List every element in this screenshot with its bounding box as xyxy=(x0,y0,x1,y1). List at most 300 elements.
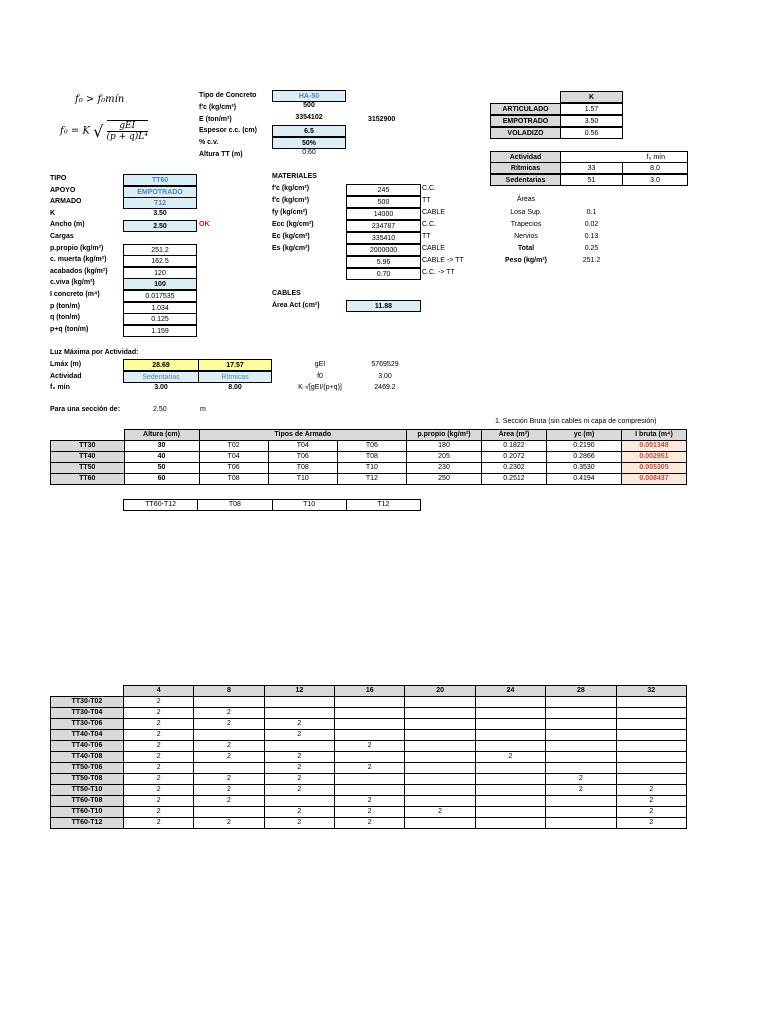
section-table xyxy=(50,429,687,485)
table-cell: T04 xyxy=(199,452,268,463)
concrete-label: Altura TT (m) xyxy=(199,151,243,158)
table-cell: 2 xyxy=(335,818,405,829)
row-label: TT50-T08 xyxy=(51,774,124,785)
param-value: 0.017535 xyxy=(123,290,197,302)
k-value: 0.56 xyxy=(560,127,623,139)
table-cell: 2 xyxy=(123,785,193,796)
table-cell: 180 xyxy=(407,441,482,452)
table-header-row xyxy=(51,430,687,441)
table-cell: 0.001348 xyxy=(622,441,687,452)
header-cell: Altura (cm) xyxy=(124,430,199,441)
table-cell xyxy=(475,807,545,818)
material-unit: C.C. xyxy=(422,185,436,192)
table-cell: T02 xyxy=(199,441,268,452)
table-cell xyxy=(546,708,616,719)
table-cell: T12 xyxy=(337,474,406,485)
area-label: Trapecios xyxy=(510,221,542,228)
table-row xyxy=(51,807,687,818)
table-cell: 2 xyxy=(335,741,405,752)
activity-value: 51 xyxy=(560,174,623,186)
param-value: 162.5 xyxy=(123,255,197,267)
table-cell xyxy=(475,785,545,796)
header-cell xyxy=(51,686,124,697)
luz-right-value: 2469.2 xyxy=(374,384,396,391)
activity-label: Rítmicas xyxy=(490,162,561,174)
table-cell xyxy=(405,774,475,785)
table-cell: 2 xyxy=(123,818,193,829)
concrete-value: 50% xyxy=(272,137,346,149)
table-header-row xyxy=(51,686,687,697)
table-cell: 2 xyxy=(264,763,334,774)
table-cell: 0.2866 xyxy=(547,452,622,463)
selected-row-table xyxy=(123,499,421,511)
table-cell xyxy=(405,697,475,708)
table-row xyxy=(51,474,687,485)
param-value: 1.159 xyxy=(123,325,197,337)
formula-lhs: f₀ = K xyxy=(60,125,90,137)
concrete-value: 3354102 xyxy=(295,114,323,121)
table-cell: T12 xyxy=(346,500,420,511)
table-cell xyxy=(475,763,545,774)
table-row xyxy=(51,463,687,474)
lmax-label: Lmáx (m) xyxy=(50,361,82,368)
table-cell: 0.4194 xyxy=(547,474,622,485)
param-label: q (ton/m) xyxy=(50,314,80,322)
table-cell xyxy=(405,752,475,763)
table-cell xyxy=(546,741,616,752)
table-cell xyxy=(335,785,405,796)
material-unit: CABLE xyxy=(422,209,445,216)
table-cell: 2 xyxy=(123,741,193,752)
table-cell xyxy=(475,697,545,708)
table-cell xyxy=(405,741,475,752)
table-cell: 50 xyxy=(124,463,199,474)
table-cell: 2 xyxy=(123,774,193,785)
table-cell xyxy=(546,796,616,807)
table-cell xyxy=(335,730,405,741)
area-label: Losa Sup. xyxy=(510,209,542,216)
param-label: p.propio (kg/m²) xyxy=(50,244,104,252)
param-value: TT60 xyxy=(123,174,197,186)
table-cell xyxy=(405,796,475,807)
table-cell: 2 xyxy=(194,818,264,829)
table-cell xyxy=(616,763,686,774)
table-row xyxy=(51,785,687,796)
table-cell: 0.2072 xyxy=(482,452,547,463)
row-label: TT60-T10 xyxy=(51,807,124,818)
table-cell xyxy=(405,708,475,719)
param-label: Ancho (m) xyxy=(50,221,85,229)
formula-denominator: (p + q)L⁴ xyxy=(106,132,148,142)
table-cell: 2 xyxy=(546,774,616,785)
activity-label: Sedentarias xyxy=(490,174,561,186)
header-cell xyxy=(51,430,125,441)
table-cell: T10 xyxy=(337,463,406,474)
table-cell xyxy=(405,719,475,730)
table-cell xyxy=(616,774,686,785)
table-cell: 2 xyxy=(194,752,264,763)
param-value: 1.034 xyxy=(123,302,197,314)
table-cell: 2 xyxy=(264,719,334,730)
table-cell xyxy=(546,807,616,818)
table-cell xyxy=(475,818,545,829)
table-cell: 0.002951 xyxy=(622,452,687,463)
table-cell: 2 xyxy=(123,752,193,763)
table-cell: 250 xyxy=(407,474,482,485)
table-cell: TT60-T12 xyxy=(124,500,198,511)
param-label: acabados (kg/m²) xyxy=(50,267,108,275)
table-cell xyxy=(546,763,616,774)
param-label: Cargas xyxy=(50,233,74,240)
table-cell xyxy=(405,785,475,796)
table-row xyxy=(124,500,421,511)
header-cell: I bruta (m⁴) xyxy=(622,430,687,441)
table-cell xyxy=(264,708,334,719)
table-cell: 230 xyxy=(407,463,482,474)
table-cell: 2 xyxy=(335,807,405,818)
material-label: Ec (kg/cm²) xyxy=(272,233,310,240)
table-cell: 2 xyxy=(264,774,334,785)
table-cell: T06 xyxy=(199,463,268,474)
table-cell xyxy=(405,763,475,774)
activity-value: 33 xyxy=(560,162,623,174)
table-cell xyxy=(194,697,264,708)
table-cell: T10 xyxy=(272,500,346,511)
material-label: fy (kg/cm²) xyxy=(272,209,308,216)
material-unit: CABLE xyxy=(422,245,445,252)
table-cell xyxy=(335,774,405,785)
lmax-sedentarias: 28.69 xyxy=(123,359,199,371)
table-cell xyxy=(546,697,616,708)
table-cell: T08 xyxy=(337,452,406,463)
header-cell: 4 xyxy=(123,686,193,697)
materials-title: MATERIALES xyxy=(272,173,317,180)
table-cell: 0.008437 xyxy=(622,474,687,485)
table-cell: T06 xyxy=(337,441,406,452)
f0-sedentarias: 3.00 xyxy=(154,384,168,391)
f0-ritmicas: 8.00 xyxy=(228,384,242,391)
table-cell: 2 xyxy=(264,807,334,818)
table-row xyxy=(51,741,687,752)
area-label: Nervios xyxy=(514,233,538,240)
header-cell: 12 xyxy=(264,686,334,697)
activity-fmin: 3.0 xyxy=(622,174,688,186)
param-value: 251.2 xyxy=(123,244,197,256)
table-cell xyxy=(335,752,405,763)
table-cell: 40 xyxy=(124,452,199,463)
material-unit: C.C. xyxy=(422,221,436,228)
luz-right-value: 3.00 xyxy=(378,372,392,380)
luz-right-label: gEI xyxy=(314,361,326,368)
table-cell xyxy=(475,708,545,719)
concrete-label: Espesor c.c. (cm) xyxy=(199,127,257,134)
material-label: Ecc (kg/cm²) xyxy=(272,221,314,228)
area-label: Total xyxy=(517,245,535,252)
table-cell: TT50 xyxy=(51,463,125,474)
row-label: TT50-T06 xyxy=(51,763,124,774)
table-cell: 2 xyxy=(335,763,405,774)
material-value: 500 xyxy=(346,196,421,208)
table-cell: 2 xyxy=(475,752,545,763)
concrete-label: % c.v. xyxy=(199,139,219,146)
luz-right-label: f0 xyxy=(317,372,323,380)
table-cell: 0.3530 xyxy=(547,463,622,474)
concrete-extra: 3152900 xyxy=(368,116,396,123)
fmin-header: f₀ mín xyxy=(560,151,688,163)
param-label: c.viva (kg/m²) xyxy=(50,279,95,287)
param-value: 120 xyxy=(123,267,197,279)
table-cell xyxy=(616,719,686,730)
table-cell: 2 xyxy=(335,796,405,807)
header-cell: 32 xyxy=(616,686,686,697)
material-value: 0.70 xyxy=(346,268,421,280)
concrete-value: 0.60 xyxy=(302,149,316,156)
area-value: 0.13 xyxy=(584,233,599,240)
table-cell: T08 xyxy=(268,463,337,474)
table-cell xyxy=(475,796,545,807)
f0-label: f₀ mín xyxy=(50,384,70,391)
table-cell: 2 xyxy=(616,785,686,796)
table-cell: T10 xyxy=(268,474,337,485)
concrete-label: E (ton/m²) xyxy=(199,116,232,123)
luz-title: Luz Máxima por Actividad: xyxy=(50,349,139,356)
material-value: 335410 xyxy=(346,232,421,244)
area-value: 0.25 xyxy=(584,245,599,252)
area-label: Peso (kg/m²) xyxy=(504,257,547,264)
param-label: p+q (ton/m) xyxy=(50,325,89,333)
section-unit: m xyxy=(200,406,206,413)
area-value: 0.1 xyxy=(586,209,597,216)
table-row xyxy=(51,441,687,452)
header-cell: 28 xyxy=(546,686,616,697)
row-label: TT40-T06 xyxy=(51,741,124,752)
section-label: Para una sección de: xyxy=(50,406,121,413)
table-cell: 2 xyxy=(264,785,334,796)
section-value: 2.50 xyxy=(153,406,167,413)
lmax-ritmicas: 17.57 xyxy=(198,359,272,371)
table-cell xyxy=(335,697,405,708)
param-value: 2.50 xyxy=(123,220,197,232)
table-cell xyxy=(194,763,264,774)
row-label: TT50-T10 xyxy=(51,785,124,796)
table-cell xyxy=(616,730,686,741)
concrete-value: 500 xyxy=(303,102,315,109)
row-label: TT40-T08 xyxy=(51,752,124,763)
table-cell: TT30 xyxy=(51,441,125,452)
table-cell xyxy=(475,730,545,741)
param-label: K xyxy=(50,209,56,217)
actividad-ritmicas: Rítmicas xyxy=(198,371,272,383)
table-cell: 2 xyxy=(616,807,686,818)
material-label: Es (kg/cm²) xyxy=(272,245,310,252)
table-cell xyxy=(194,730,264,741)
table-cell xyxy=(194,807,264,818)
header-cell: 8 xyxy=(194,686,264,697)
area-value: 0.02 xyxy=(584,221,599,228)
material-unit: CABLE -> TT xyxy=(422,257,464,264)
table-cell xyxy=(546,730,616,741)
material-unit: C.C. -> TT xyxy=(422,269,455,276)
formula-frequency: f₀ = K √ gEI (p + q)L⁴ xyxy=(60,121,148,142)
area-act-value: 11.88 xyxy=(346,300,421,312)
table-cell: 2 xyxy=(123,796,193,807)
table-cell: T06 xyxy=(268,452,337,463)
table-cell: 2 xyxy=(616,796,686,807)
material-value: 14000 xyxy=(346,208,421,220)
table-cell: 2 xyxy=(123,697,193,708)
formula-numerator: gEI xyxy=(107,121,148,132)
row-label: TT40-T04 xyxy=(51,730,124,741)
table-row xyxy=(51,697,687,708)
table-cell xyxy=(335,719,405,730)
table-cell: 2 xyxy=(546,785,616,796)
table-cell xyxy=(616,752,686,763)
concrete-label: f'c (kg/cm²) xyxy=(199,104,237,111)
table-cell: 0.2512 xyxy=(482,474,547,485)
actividad-sedentarias: Sedentarias xyxy=(123,371,199,383)
k-value: 3.50 xyxy=(560,115,623,127)
table-cell: 0.1822 xyxy=(482,441,547,452)
table-cell: 2 xyxy=(123,719,193,730)
table-cell xyxy=(264,796,334,807)
actividad-label: Actividad xyxy=(50,373,82,380)
table-cell xyxy=(335,708,405,719)
span-table xyxy=(50,685,687,829)
table-cell: 2 xyxy=(264,752,334,763)
activity-fmin: 8.0 xyxy=(622,162,688,174)
table-cell: 2 xyxy=(123,730,193,741)
k-label: ARTICULADO xyxy=(490,103,561,115)
concrete-value: HA-50 xyxy=(272,90,346,102)
material-label: f'c (kg/cm²) xyxy=(272,185,310,192)
table-cell xyxy=(546,752,616,763)
table-cell: 30 xyxy=(124,441,199,452)
material-value: 245 xyxy=(346,184,421,196)
table-cell: 60 xyxy=(124,474,199,485)
table-cell: 2 xyxy=(194,741,264,752)
header-cell: p.propio (kg/m²) xyxy=(407,430,482,441)
table-cell: 2 xyxy=(194,796,264,807)
table-cell: TT60 xyxy=(51,474,125,485)
section-caption: 1. Sección Bruta (sin cables ni capa de compresión) xyxy=(495,418,657,425)
table-cell: T08 xyxy=(199,474,268,485)
concrete-label: Tipo de Concreto xyxy=(199,92,257,99)
table-cell: 2 xyxy=(194,785,264,796)
table-cell xyxy=(264,741,334,752)
header-cell: 20 xyxy=(405,686,475,697)
table-cell xyxy=(616,708,686,719)
table-cell xyxy=(475,774,545,785)
table-cell: T08 xyxy=(198,500,272,511)
luz-right-value: 5769529 xyxy=(371,361,399,368)
table-row xyxy=(51,719,687,730)
table-cell xyxy=(405,818,475,829)
table-cell: 2 xyxy=(194,708,264,719)
table-cell: T04 xyxy=(268,441,337,452)
header-cell: Área (m²) xyxy=(482,430,547,441)
row-label: TT60-T12 xyxy=(51,818,124,829)
table-cell: 2 xyxy=(123,708,193,719)
header-cell: yc (m) xyxy=(547,430,622,441)
param-value: 3.50 xyxy=(153,209,167,217)
table-cell: 2 xyxy=(123,763,193,774)
param-label: APOYO xyxy=(50,186,76,194)
table-cell xyxy=(616,697,686,708)
material-value: 2000000 xyxy=(346,244,421,256)
table-row xyxy=(51,708,687,719)
table-row xyxy=(51,763,687,774)
table-cell: 2 xyxy=(194,719,264,730)
k-header: K xyxy=(560,91,623,103)
table-cell xyxy=(405,730,475,741)
table-cell: 2 xyxy=(194,774,264,785)
k-value: 1.57 xyxy=(560,103,623,115)
header-cell: 16 xyxy=(335,686,405,697)
table-cell xyxy=(475,719,545,730)
table-cell: 2 xyxy=(123,807,193,818)
area-value: 251.2 xyxy=(582,257,601,264)
table-cell xyxy=(264,697,334,708)
table-row xyxy=(51,752,687,763)
table-cell: 0.2302 xyxy=(482,463,547,474)
table-row xyxy=(51,774,687,785)
row-label: TT30-T04 xyxy=(51,708,124,719)
k-label: EMPOTRADO xyxy=(490,115,561,127)
table-cell: 0.2190 xyxy=(547,441,622,452)
material-value: 234787 xyxy=(346,220,421,232)
table-row xyxy=(51,452,687,463)
material-value: 5.96 xyxy=(346,256,421,268)
param-value: 0.125 xyxy=(123,313,197,325)
material-label: f'c (kg/cm²) xyxy=(272,197,310,204)
table-cell xyxy=(546,719,616,730)
table-cell: 2 xyxy=(405,807,475,818)
cables-title: CABLES xyxy=(272,290,301,297)
luz-right-label: K·√[gEI/(p+q)] xyxy=(298,384,342,391)
param-note: OK xyxy=(199,221,210,229)
material-unit: TT xyxy=(422,233,431,240)
row-label: TT30-T02 xyxy=(51,697,124,708)
activity-header: Actividad xyxy=(490,151,561,163)
table-row xyxy=(51,796,687,807)
param-label: c. muerta (kg/m²) xyxy=(50,256,107,264)
table-cell: 0.005305 xyxy=(622,463,687,474)
table-cell: 2 xyxy=(264,730,334,741)
param-value: EMPOTRADO xyxy=(123,186,197,198)
k-label: VOLADIZO xyxy=(490,127,561,139)
table-cell: 2 xyxy=(264,818,334,829)
param-label: ARMADO xyxy=(50,198,82,206)
table-cell: 2 xyxy=(616,818,686,829)
table-cell xyxy=(546,818,616,829)
areas-title: Áreas xyxy=(516,196,536,203)
param-value: 100 xyxy=(123,278,197,290)
table-cell xyxy=(616,741,686,752)
param-label: I concreto (m⁴) xyxy=(50,291,100,298)
header-cell: Tipos de Armado xyxy=(199,430,407,441)
param-label: TIPO xyxy=(50,175,67,182)
table-cell: 205 xyxy=(407,452,482,463)
formula-condition: f₀ > f₀mín xyxy=(75,94,125,105)
table-cell xyxy=(475,741,545,752)
concrete-value: 6.5 xyxy=(272,125,346,137)
table-row xyxy=(51,818,687,829)
table-row xyxy=(51,730,687,741)
row-label: TT60-T08 xyxy=(51,796,124,807)
area-act-label: Área Act (cm²) xyxy=(272,302,320,309)
header-cell: 24 xyxy=(475,686,545,697)
row-label: TT30-T06 xyxy=(51,719,124,730)
